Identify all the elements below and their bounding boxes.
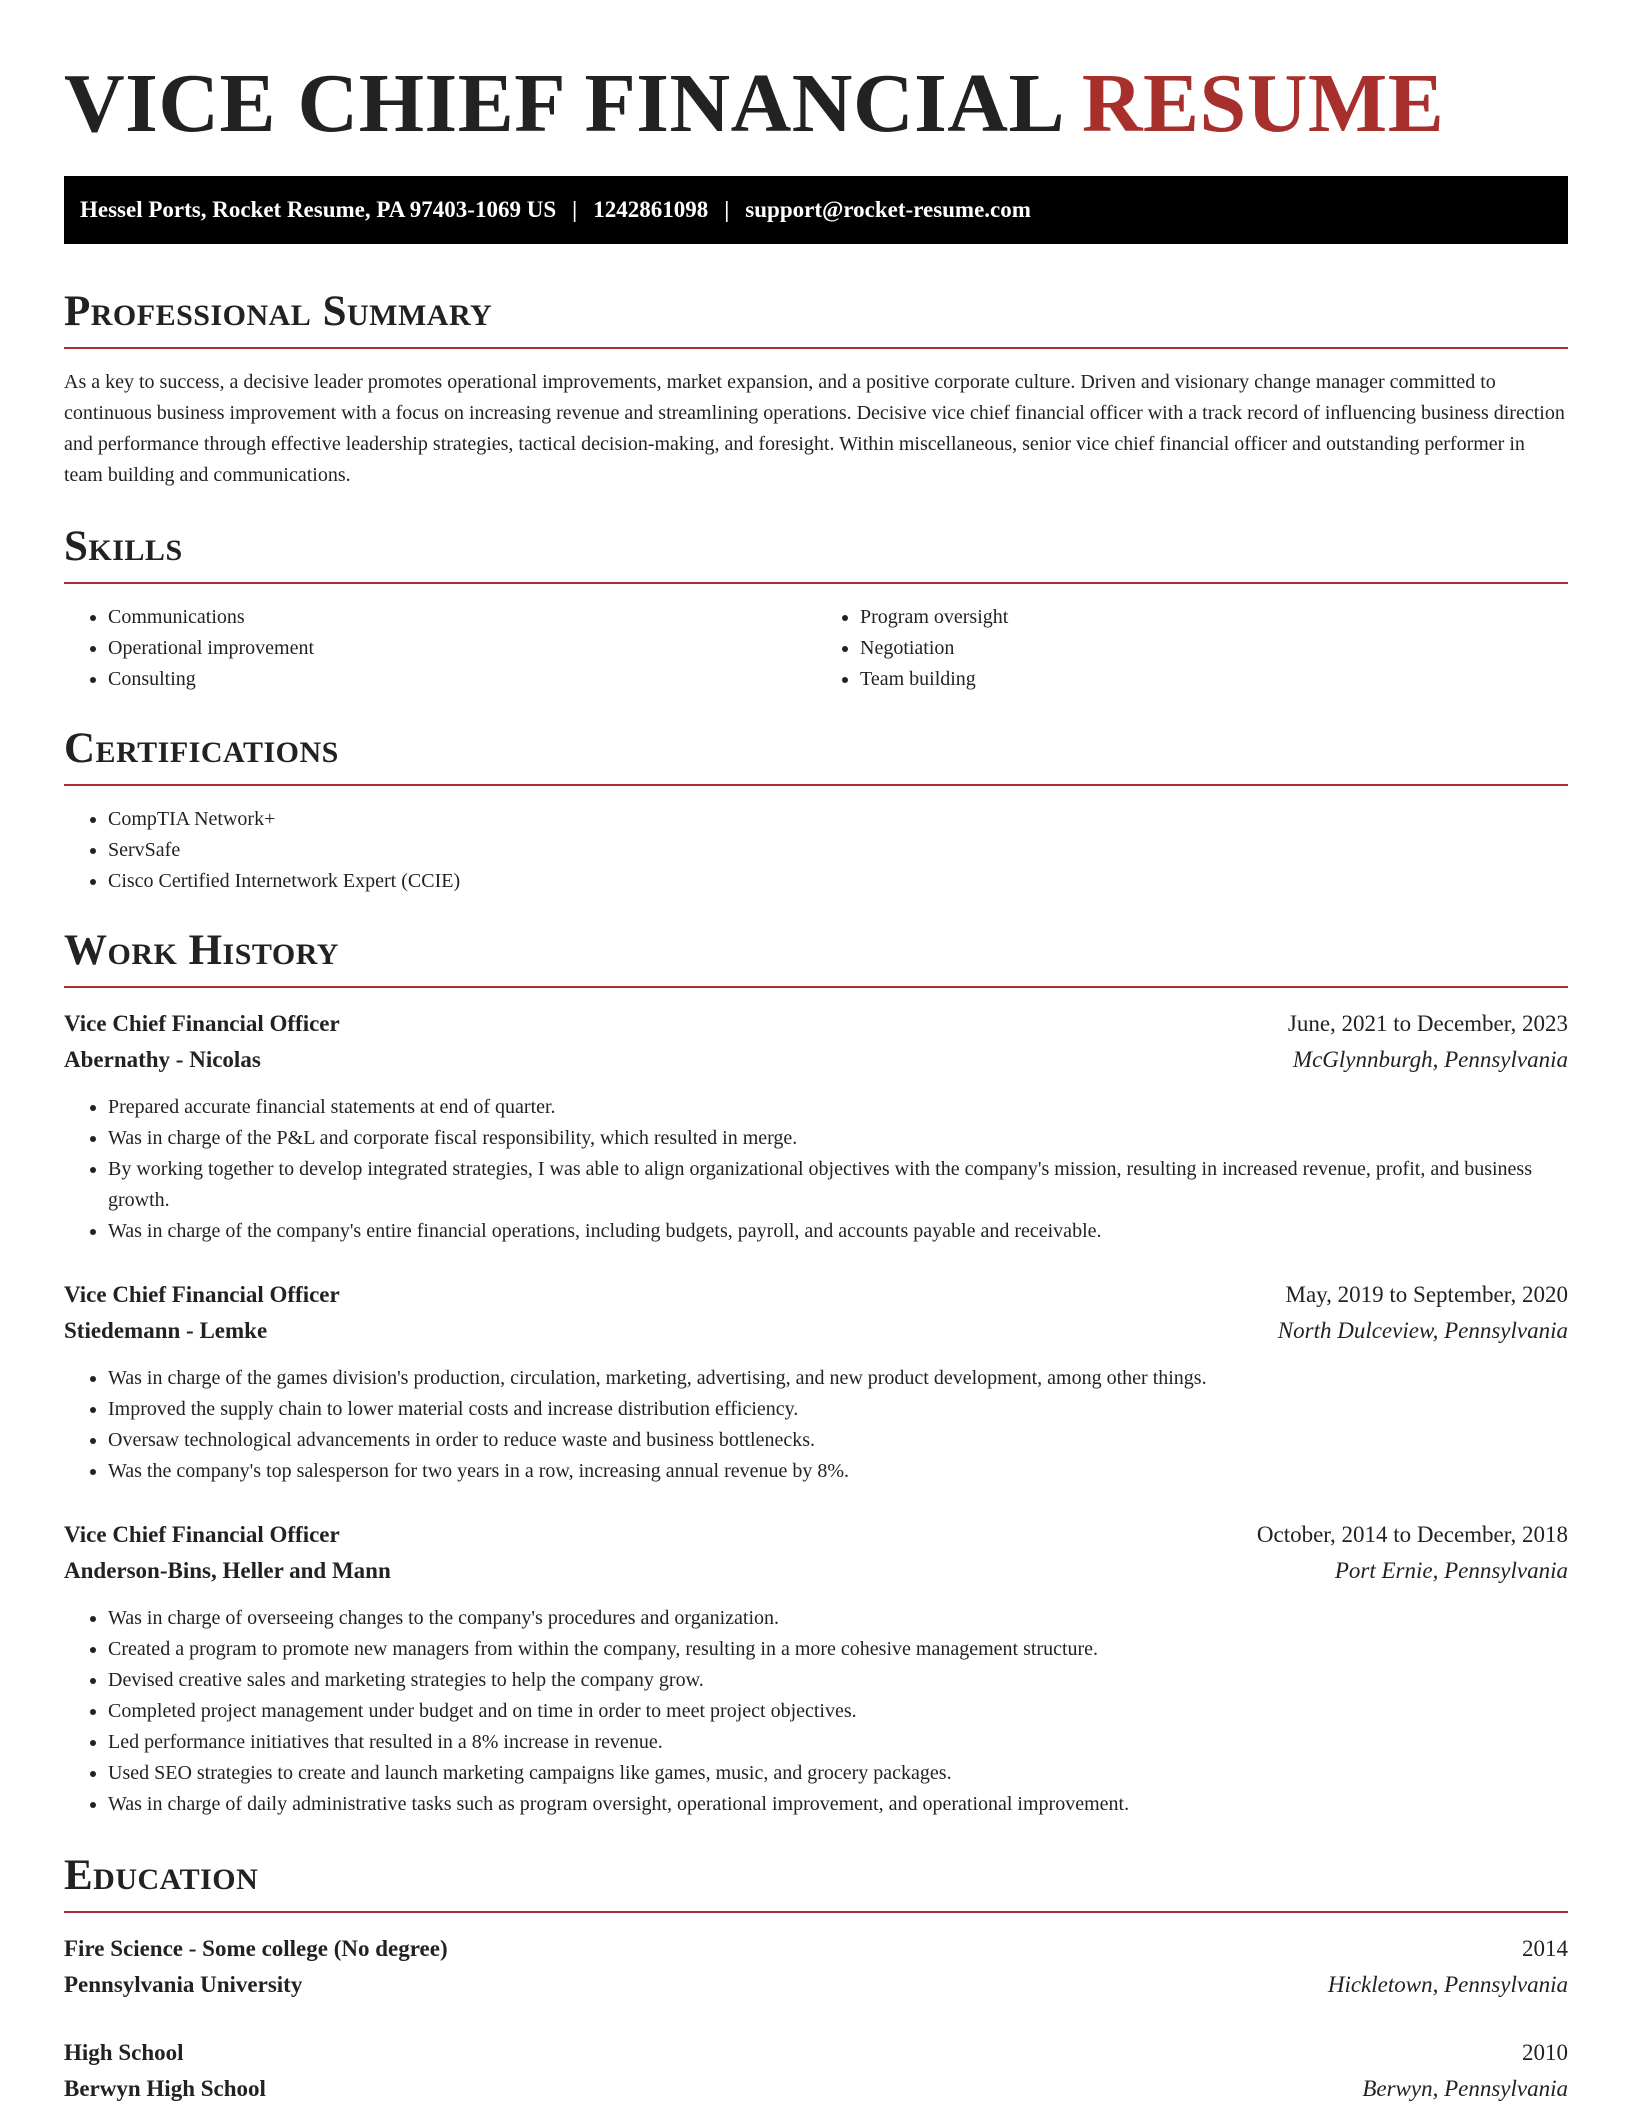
job-subheader [64, 1042, 1568, 1078]
job-entry [64, 1277, 1568, 1487]
job-subheader [64, 1553, 1568, 1589]
job-entry [64, 1517, 1568, 1820]
professional-summary-section [64, 290, 1568, 491]
job-dates: October, 2014 to December, 2018 [1256, 1522, 1568, 1547]
job-bullets [64, 1092, 1568, 1247]
certification-item: • ServSafe [108, 835, 1568, 866]
job-bullet: • Was the company's top salesperson for two years in a row, increasing annual revenue by 8%. [108, 1456, 1568, 1487]
section-heading-education: Education [64, 1854, 1568, 1913]
skill-item: • Communications [108, 602, 816, 633]
contact-phone: 1242861098 [593, 197, 709, 222]
education-header [64, 2035, 1568, 2071]
education-entry [64, 1931, 1568, 2003]
job-header [64, 1517, 1568, 1553]
certification-item: • Cisco Certified Internetwork Expert (CCIE) [108, 866, 1568, 897]
job-bullets [64, 1363, 1568, 1487]
job-bullet: • Created a program to promote new managers from within the company, resulting in a more cohesive management structure. [108, 1634, 1568, 1665]
skill-item: • Consulting [108, 664, 816, 695]
skill-item: • Negotiation [860, 633, 1568, 664]
job-location: Port Ernie, Pennsylvania [1334, 1558, 1568, 1583]
job-bullets [64, 1603, 1568, 1820]
education-school: Pennsylvania University [64, 1972, 303, 1997]
education-degree: Fire Science - Some college (No degree) [64, 1936, 448, 1961]
job-bullet: • Was in charge of the P&L and corporate fiscal responsibility, which resulted in merge. [108, 1123, 1568, 1154]
job-location: McGlynnburgh, Pennsylvania [1292, 1047, 1568, 1072]
certifications-list [64, 804, 1568, 897]
education-subheader [64, 2071, 1568, 2107]
education-year: 2014 [1522, 1936, 1568, 1961]
job-bullet: • Was in charge of daily administrative tasks such as program oversight, operational improvement, and operational improvement. [108, 1789, 1568, 1820]
education-location: Hickletown, Pennsylvania [1327, 1972, 1568, 1997]
job-bullet: • Was in charge of overseeing changes to the company's procedures and organization. [108, 1603, 1568, 1634]
summary-text: As a key to success, a decisive leader promotes operational improvements, market expansion, and a positive corporate culture. Driven and visionary change manager committed to continuous business improvement with a focus on increasing revenue and streamlining operations. Decisive vice chief financial officer with a track record of influencing business direction and performance through effective leadership strategies, tactical decision-making, and foresight. Within miscellaneous, senior vice chief financial officer and outstanding performer in team building and communications. [64, 371, 1565, 486]
job-company: Anderson-Bins, Heller and Mann [64, 1558, 391, 1583]
title-accent: RESUME [1081, 57, 1445, 150]
job-dates: May, 2019 to September, 2020 [1285, 1282, 1568, 1307]
resume-title [64, 57, 1568, 150]
contact-address: Hessel Ports, Rocket Resume, PA 97403-1069 US [80, 197, 557, 222]
education-subheader [64, 1967, 1568, 2003]
job-bullet: • Was in charge of the company's entire financial operations, including budgets, payroll, and accounts payable and receivable. [108, 1216, 1568, 1247]
job-company: Stiedemann - Lemke [64, 1318, 268, 1343]
job-dates: June, 2021 to December, 2023 [1287, 1011, 1568, 1036]
job-company: Abernathy - Nicolas [64, 1047, 261, 1072]
job-bullet: • Prepared accurate financial statements at end of quarter. [108, 1092, 1568, 1123]
education-header [64, 1931, 1568, 1967]
job-bullet: • By working together to develop integrated strategies, I was able to align organizational objectives with the company's mission, resulting in increased revenue, profit, and business growth. [108, 1154, 1568, 1216]
certifications-section [64, 727, 1568, 897]
skill-item: • Team building [860, 664, 1568, 695]
title-main: VICE CHIEF FINANCIAL [64, 57, 1061, 150]
skills-section [64, 525, 1568, 695]
contact-email: support@rocket-resume.com [745, 197, 1031, 222]
job-entry [64, 1006, 1568, 1247]
section-heading-work-history: Work History [64, 929, 1568, 988]
contact-bar [64, 176, 1568, 244]
education-location: Berwyn, Pennsylvania [1362, 2076, 1568, 2101]
job-bullet: • Improved the supply chain to lower material costs and increase distribution efficiency. [108, 1394, 1568, 1425]
job-title: Vice Chief Financial Officer [64, 1522, 340, 1547]
education-school: Berwyn High School [64, 2076, 266, 2101]
skills-columns [64, 584, 1568, 695]
job-location: North Dulceview, Pennsylvania [1277, 1318, 1568, 1343]
job-title: Vice Chief Financial Officer [64, 1282, 340, 1307]
contact-separator: | [724, 197, 730, 222]
skill-item: • Program oversight [860, 602, 1568, 633]
job-subheader [64, 1313, 1568, 1349]
skills-list-right [816, 602, 1568, 695]
job-bullet: • Was in charge of the games division's production, circulation, marketing, advertising, and new product development, among other things. [108, 1363, 1568, 1394]
skill-item: • Operational improvement [108, 633, 816, 664]
section-heading-skills: Skills [64, 525, 1568, 584]
education-year: 2010 [1522, 2040, 1568, 2065]
job-title: Vice Chief Financial Officer [64, 1011, 340, 1036]
contact-separator: | [572, 197, 578, 222]
certification-item: • CompTIA Network+ [108, 804, 1568, 835]
education-entry [64, 2035, 1568, 2107]
job-bullet: • Used SEO strategies to create and launch marketing campaigns like games, music, and grocery packages. [108, 1758, 1568, 1789]
job-bullet: • Devised creative sales and marketing strategies to help the company grow. [108, 1665, 1568, 1696]
job-header [64, 1006, 1568, 1042]
education-degree: High School [64, 2040, 184, 2065]
job-bullet: • Oversaw technological advancements in order to reduce waste and business bottlenecks. [108, 1425, 1568, 1456]
job-header [64, 1277, 1568, 1313]
skills-list-left [64, 602, 816, 695]
work-history-section [64, 929, 1568, 1820]
education-section [64, 1854, 1568, 2107]
job-bullet: • Led performance initiatives that resulted in a 8% increase in revenue. [108, 1727, 1568, 1758]
job-bullet: • Completed project management under budget and on time in order to meet project objectives. [108, 1696, 1568, 1727]
section-heading-summary: Professional Summary [64, 290, 1568, 349]
section-heading-certifications: Certifications [64, 727, 1568, 786]
